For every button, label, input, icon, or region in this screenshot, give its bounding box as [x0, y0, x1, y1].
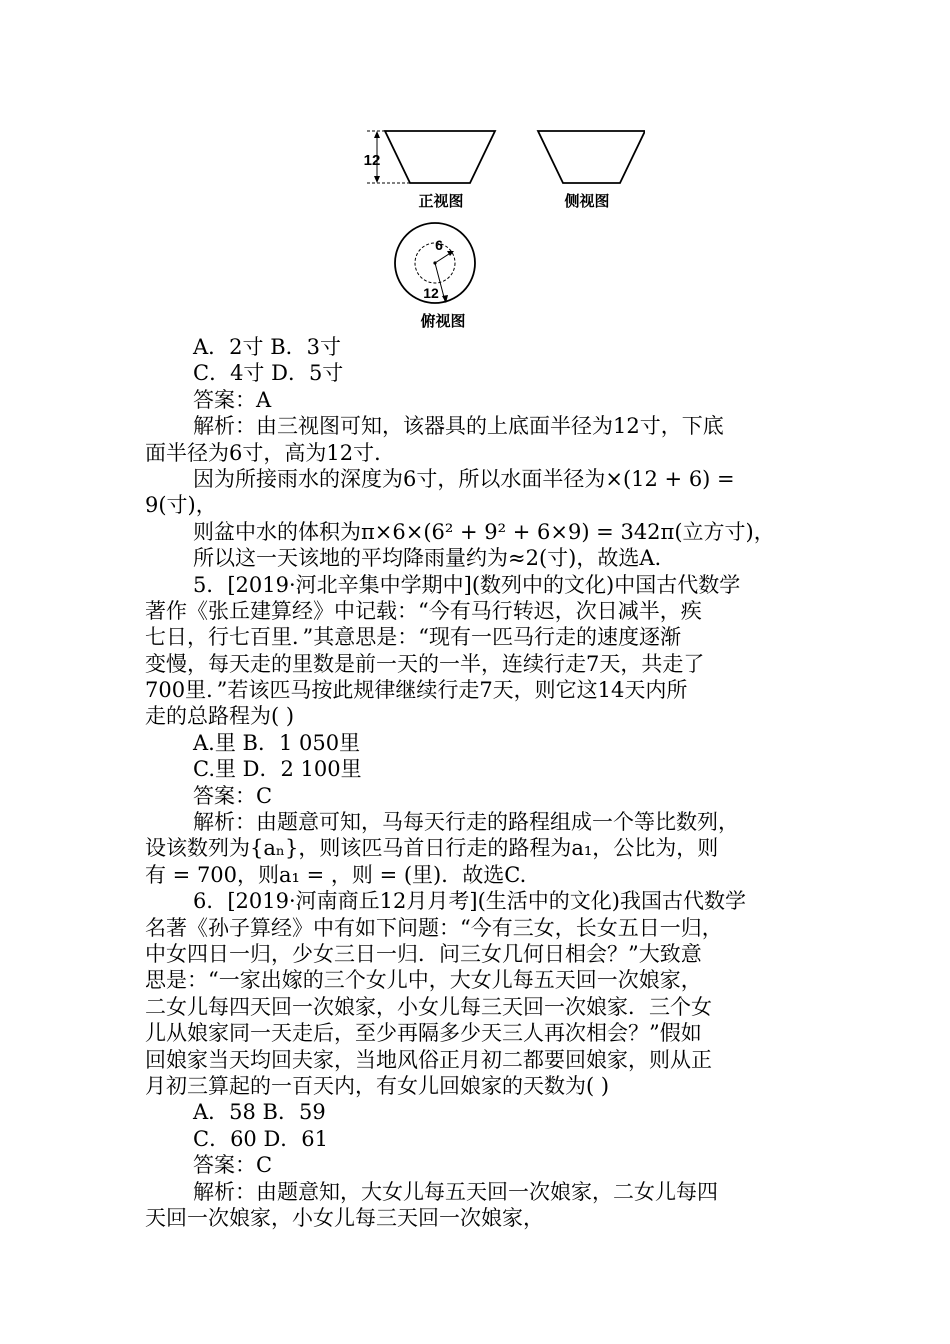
q6-stem-line: 回娘家当天均回夫家，当地风俗正月初二都要回娘家，则从正 [145, 1047, 712, 1072]
side-view-caption: 侧视图 [564, 192, 610, 210]
q6-stem-line: 名著《孙子算经》中有如下问题：“今有三女，长女五日一归， [145, 915, 723, 940]
front-view-trapezoid [385, 131, 495, 183]
q6-options-cd: C．60 D．61 [193, 1126, 329, 1151]
q5-stem-line: 七日，行七百里．”其意思是：“现有一匹马行走的速度逐渐 [145, 625, 681, 650]
q6-stem-line: 中女四日一归，少女三日一归．问三女几何日相会？”大致意 [145, 941, 702, 966]
q6-analysis-line: 天回一次娘家，小女儿每三天回一次娘家， [145, 1205, 544, 1230]
q5-options-cd: C.里 D．2 100里 [193, 757, 362, 782]
inner-radius-label: 6 [435, 237, 443, 253]
three-view-figure [355, 118, 645, 338]
q6-stem-line: 儿从娘家同一天走后，至少再隔多少天三人再次相会？”假如 [145, 1021, 702, 1046]
outer-radius-label: 12 [423, 285, 439, 301]
q5-options-ab: A.里 B．1 050里 [193, 730, 361, 755]
q5-analysis-line: 解析：由题意可知，马每天行走的路程组成一个等比数列， [193, 810, 739, 835]
q5-stem-line: 著作《张丘建算经》中记载：“今有马行转迟，次日减半，疾 [145, 598, 702, 623]
q4-options-ab: A．2寸 B．3寸 [193, 335, 341, 359]
q5-answer: 答案：C [193, 783, 273, 808]
q6-options-ab: A．58 B．59 [193, 1100, 326, 1125]
q4-options-cd: C．4寸 D．5寸 [193, 361, 344, 386]
side-view-trapezoid [538, 131, 645, 183]
q5-stem-line: 700里．”若该匹马按此规律继续行走7天，则它这14天内所 [145, 678, 688, 703]
top-view-caption: 俯视图 [420, 312, 466, 330]
front-view-caption: 正视图 [418, 192, 464, 210]
q4-analysis-line: 面半径为6寸，高为12寸． [145, 440, 396, 465]
q5-analysis-line: 有 = 700，则a₁ = ，则 = (里)．故选C. [145, 862, 527, 887]
q4-analysis-line: 则盆中水的体积为π×6×(6² + 9² + 6×9) = 342π(立方寸)， [193, 519, 775, 544]
q6-stem-line: 二女儿每四天回一次娘家，小女儿每三天回一次娘家．三个女 [145, 994, 712, 1019]
q4-analysis-line: 因为所接雨水的深度为6寸，所以水面半径为×(12 + 6) = [193, 466, 735, 491]
q6-stem-line: 6．[2019·河南商丘12月月考](生活中的文化)我国古代数学 [193, 889, 746, 914]
q4-analysis-line: 所以这一天该地的平均降雨量约为≈2(寸)，故选A. [193, 546, 662, 571]
q5-stem-line: 走的总路程为( ) [145, 704, 295, 729]
three-view-drawing [355, 118, 645, 338]
q4-answer: 答案：A [193, 387, 272, 412]
q5-stem-line: 5．[2019·河北辛集中学期中](数列中的文化)中国古代数学 [193, 572, 741, 597]
front-height-label: 12 [363, 152, 381, 169]
q6-stem-line: 思是：“一家出嫁的三个女儿中，大女儿每五天回一次娘家， [145, 968, 702, 993]
q5-analysis-line: 设该数列为{aₙ}，则该匹马首日行走的路程为a₁，公比为，则 [145, 836, 719, 861]
q6-stem-line: 月初三算起的一百天内，有女儿回娘家的天数为( ) [145, 1073, 610, 1098]
document-body [145, 334, 817, 1231]
q4-analysis-line: 解析：由三视图可知，该器具的上底面半径为12寸，下底 [193, 414, 724, 439]
q5-stem-line: 变慢，每天走的里数是前一天的一半，连续行走7天，共走了 [145, 651, 705, 676]
q4-analysis-line: 9(寸)， [145, 493, 217, 518]
q6-analysis-line: 解析：由题意知，大女儿每五天回一次娘家，二女儿每四 [193, 1179, 718, 1204]
q6-answer: 答案：C [193, 1153, 273, 1178]
